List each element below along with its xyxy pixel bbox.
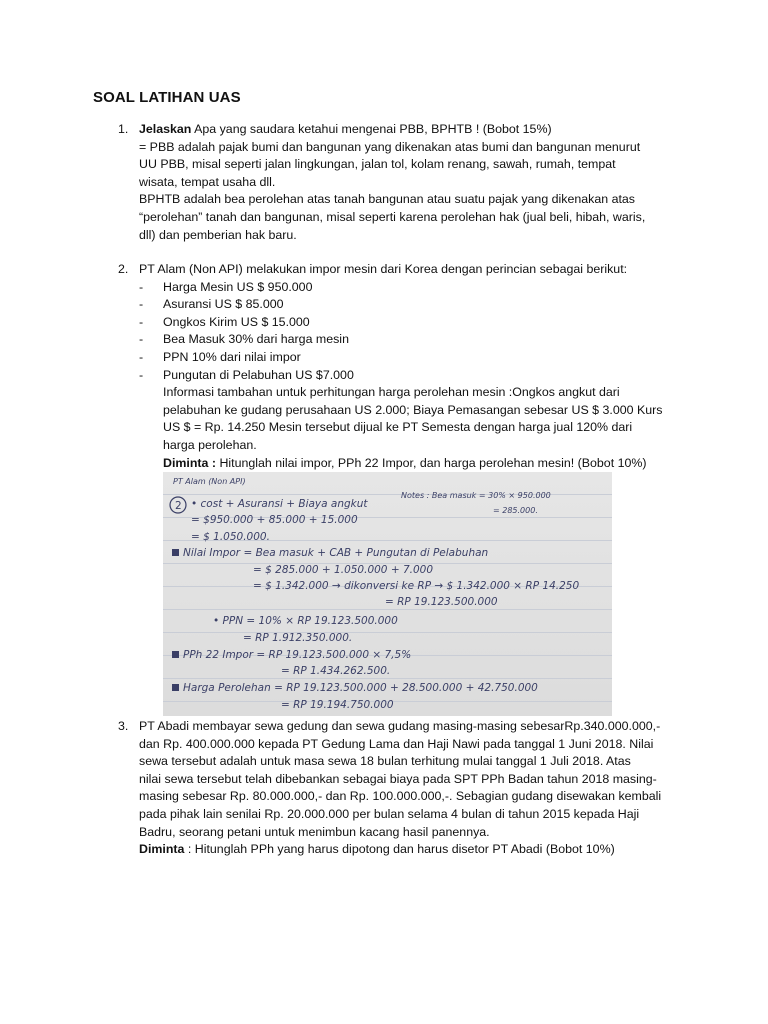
list-item: - Bea Masuk 30% dari harga mesin [139, 332, 349, 347]
prompt-text: Apa yang saudara ketahui mengenai PBB, BPHTB ! (Bobot 15%) [191, 122, 552, 136]
question-line: PT Abadi membayar sewa gedung dan sewa gudang masing-masing sebesarRp.340.000.000,- [139, 719, 661, 733]
list-item: - Asuransi US $ 85.000 [139, 297, 284, 312]
answer-line: UU PBB, misal seperti jalan lingkungan, jalan tol, kolam renang, sawah, rumah, tempat [139, 157, 616, 172]
answer-line: BPHTB adalah bea perolehan atas tanah bangunan atau suatu pajak yang dikenakan atas [139, 192, 636, 207]
checkbox-icon [172, 651, 179, 658]
question-3 [118, 718, 678, 859]
question-line: dan Rp. 400.000.000 kepada PT Gedung Lama dan Haji Nawi pada tanggal 1 Juni 2018. Nilai [139, 736, 654, 751]
answer-line: dll) dan pemberian hak baru. [139, 227, 297, 242]
hw-line: = $ 1.342.000 → dikonversi ke RP → $ 1.342.000 × RP 14.250 [253, 580, 580, 592]
hw-line: = $ 1.050.000. [191, 531, 270, 543]
detail-list [139, 279, 678, 385]
question-2-intro: PT Alam (Non API) melakukan impor mesin dari Korea dengan perincian sebagai berikut: [139, 262, 628, 276]
hw-line: = RP 19.194.750.000 [281, 699, 394, 711]
diminta-line: Diminta : Hitunglah nilai impor, PPh 22 Impor, dan harga perolehan mesin! (Bobot 10%) [163, 455, 647, 470]
hw-note: = 285.000. [493, 506, 538, 515]
question-line: pada pihak lain senilai Rp. 20.000.000 per bulan selama 4 bulan di tahun 2015 kepada Haji [139, 806, 640, 821]
list-item: - PPN 10% dari nilai impor [139, 349, 301, 364]
additional-info: Informasi tambahan untuk perhitungan harga perolehan mesin :Ongkos angkut dari pelabuhan ke gudang perusahaan US 2.000; Biaya Pemasangan sebesar US $ 3.000 Kurs US $ = Rp. 14.250 Mesin tersebut dijual ke PT Semesta dengan harga jual 120% dari harga perolehan. Diminta : Hitunglah nilai impor, PPh 22 Impor, dan harga perolehan mesin! (Bobot 10%) [163, 384, 678, 472]
list-item: - Ongkos Kirim US $ 15.000 [139, 314, 310, 329]
question-1 [118, 121, 678, 244]
diminta-label: Diminta : [163, 455, 217, 470]
question-line: nilai sewa tersebut telah dibebankan sebagai biaya pada SPT PPh Badan tahun 2018 masing- [139, 771, 657, 786]
list-item: - Harga Mesin US $ 950.000 [139, 279, 313, 294]
question-number: 1. [118, 122, 129, 136]
checkbox-icon [172, 549, 179, 556]
diminta-label: Diminta [139, 842, 185, 857]
hw-line: Harga Perolehan = RP 19.123.500.000 + 28.500.000 + 42.750.000 [183, 682, 538, 694]
question-1-prompt [139, 121, 678, 139]
hw-line: = RP 1.434.262.500. [281, 665, 391, 677]
hw-header: PT Alam (Non API) [173, 477, 246, 486]
diminta-line: Diminta : Hitunglah PPh yang harus dipotong dan harus disetor PT Abadi (Bobot 10%) [139, 842, 615, 857]
hw-line: PPh 22 Impor = RP 19.123.500.000 × 7,5% [183, 649, 412, 661]
question-number: 3. [118, 719, 129, 733]
hw-line: • PPN = 10% × RP 19.123.500.000 [213, 615, 398, 627]
svg-text:2: 2 [175, 500, 182, 512]
list-item: - Pungutan di Pelabuhan US $7.000 [139, 367, 354, 382]
question-line: Badru, seorang petani untuk menimbun kacang hasil panennya. [139, 824, 490, 839]
page-title: SOAL LATIHAN UAS [93, 89, 241, 106]
hw-line: = $950.000 + 85.000 + 15.000 [191, 514, 358, 526]
question-line: sewa tersebut adalah untuk masa sewa 18 bulan terhitung mulai tanggal 1 Juli 2018. Atas [139, 754, 631, 769]
answer-line: = PBB adalah pajak bumi dan bangunan yang dikenakan atas bumi dan bangunan menurut [139, 139, 641, 154]
hw-line: Nilai Impor = Bea masuk + CAB + Pungutan di Pelabuhan [183, 547, 489, 559]
question-number: 2. [118, 262, 129, 276]
bold-keyword: Jelaskan [139, 122, 192, 136]
handwritten-answer-image [163, 472, 612, 716]
hw-line: = RP 1.912.350.000. [243, 632, 353, 644]
hw-note: Notes : Bea masuk = 30% × 950.000 [401, 491, 551, 500]
hw-line: = $ 285.000 + 1.050.000 + 7.000 [253, 564, 434, 576]
checkbox-icon [172, 684, 179, 691]
question-line: masing sebesar Rp. 80.000.000,- dan Rp. 100.000.000,-. Sebagian gudang disewakan kembali [139, 789, 662, 804]
answer-line: wisata, tempat usaha dll. [139, 174, 276, 189]
answer-line: “perolehan” tanah dan bangunan, misal seperti karena perolehan hak (jual beli, hibah, waris, [139, 209, 646, 224]
question-2 [118, 261, 678, 472]
hw-line: = RP 19.123.500.000 [385, 596, 498, 608]
hw-line: • cost + Asuransi + Biaya angkut [191, 498, 368, 510]
